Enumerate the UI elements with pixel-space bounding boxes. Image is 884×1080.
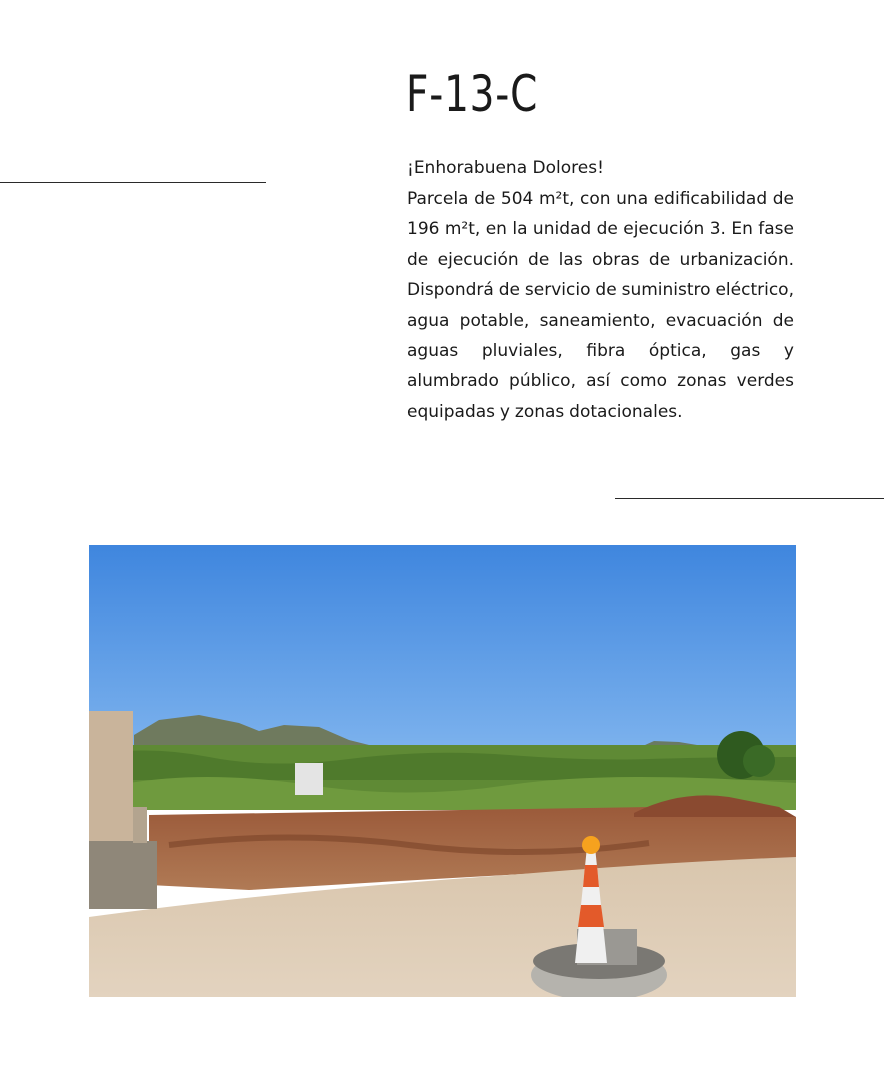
utility-box	[295, 763, 323, 795]
divider-right	[615, 498, 884, 499]
divider-left	[0, 182, 266, 183]
warning-light	[582, 836, 600, 854]
greeting-text: ¡Enhorabuena Dolores!	[407, 158, 604, 178]
construction-site-photo	[89, 545, 796, 997]
plot-description: Parcela de 504 m²t, con una edificabilidad de 196 m²t, en la unidad de ejecución 3. En fase de ejecución de las obras de urbanización. Dispondrá de servicio de suministro eléctrico, agua potable, saneamiento, evacuación de aguas pluviales, fibra óptica, gas y alumbrado público, así como zonas verdes equipadas y zonas dotacionales.	[407, 189, 794, 422]
plot-code-title: F-13-C	[406, 65, 539, 123]
concrete-pillar	[89, 711, 133, 841]
